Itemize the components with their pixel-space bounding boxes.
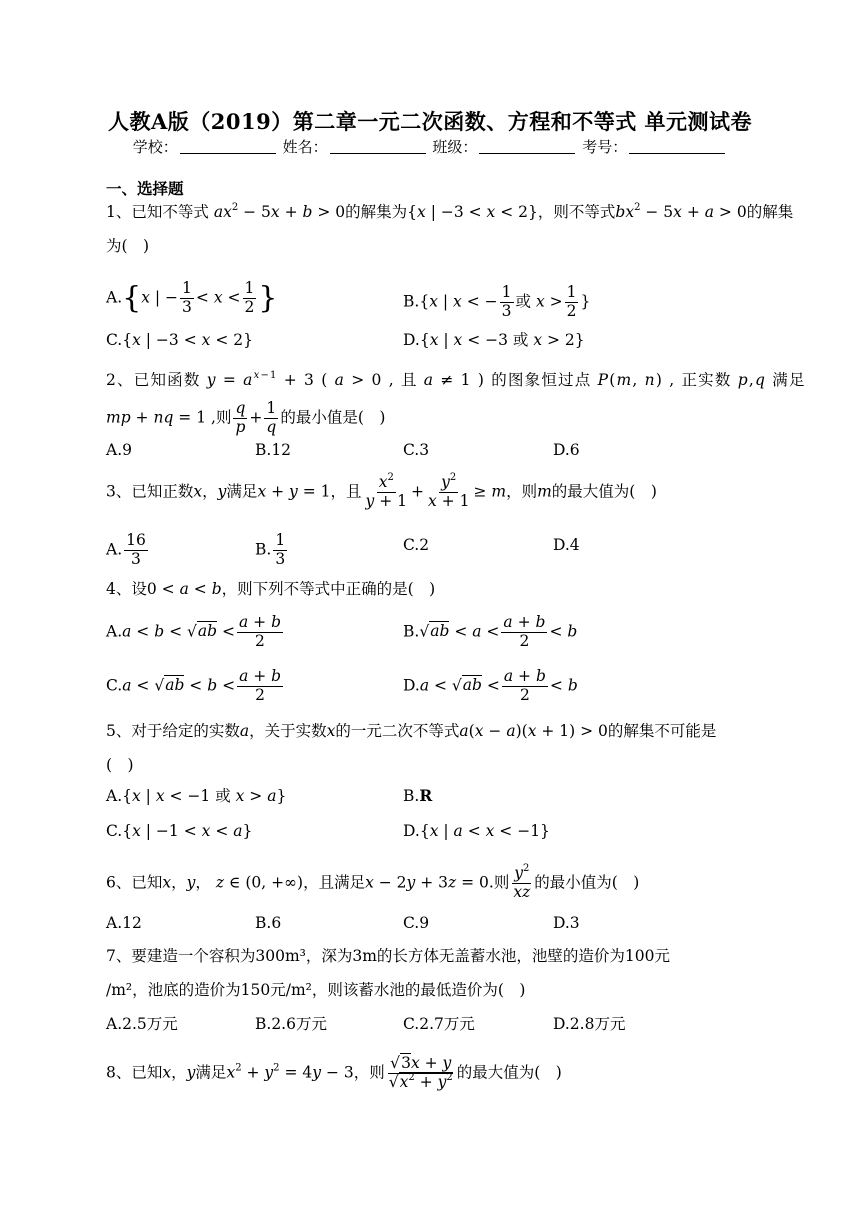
question-4-line-1: 4、设0 < a < b，则下列不等式中正确的是( ) bbox=[106, 580, 436, 598]
q2-option-a[interactable]: A.9 bbox=[106, 441, 132, 459]
question-7-line-2: /m²，池底的造价为150元/m²，则该蓄水池的最低造价为( ) bbox=[106, 981, 526, 999]
q6-option-b[interactable]: B.6 bbox=[255, 914, 282, 932]
question-2-line-2: mp + nq = 1 ,则 $\frac{q}{p}$ + $\frac{1}{q}$ 的最小值是( ) bbox=[106, 399, 386, 436]
exam-no-blank[interactable] bbox=[629, 140, 725, 154]
question-3-line-1: 3、已知正数x，y满足x + y = 1，且 $\frac{x^2}{y + 1}$ + $\frac{y^2}{x + 1}$ ≥ m，则m的最大值为( ) bbox=[106, 472, 657, 510]
q4-option-c[interactable]: C.a < √ab < b < $\frac{a + b}{2}$ bbox=[106, 667, 282, 704]
name-label: 姓名： bbox=[282, 138, 328, 156]
q7-option-b[interactable]: B.2.6万元 bbox=[255, 1015, 327, 1033]
section-title: 一、选择题 bbox=[106, 179, 184, 198]
q1-option-c[interactable]: C.{x | −3 < x < 2} bbox=[106, 331, 253, 349]
q5-option-a[interactable]: A.{x | x < −1 或 x > a} bbox=[106, 787, 287, 805]
student-info-line bbox=[0, 136, 860, 157]
question-1-line-2: 为( ) bbox=[106, 237, 150, 255]
q1-option-d[interactable]: D.{x | x < −3 或 x > 2} bbox=[403, 331, 585, 349]
q3-option-c[interactable]: C.2 bbox=[403, 536, 430, 554]
name-blank[interactable] bbox=[330, 140, 426, 154]
school-label: 学校： bbox=[132, 138, 178, 156]
question-5-line-1: 5、对于给定的实数a，关于实数x的一元二次不等式a(x − a)(x + 1) > 0的解集不可能是 bbox=[106, 722, 717, 740]
q1-option-b[interactable]: B.{x | x < − $\frac{1}{3}$ 或 x > $\frac{1}{2}$ } bbox=[403, 283, 591, 320]
class-label: 班级： bbox=[432, 138, 478, 156]
class-blank[interactable] bbox=[479, 140, 575, 154]
q5-option-c[interactable]: C.{x | −1 < x < a} bbox=[106, 822, 253, 840]
q7-option-d[interactable]: D.2.8万元 bbox=[553, 1015, 626, 1033]
q5-option-b[interactable]: B.R bbox=[403, 786, 433, 805]
q4-option-b[interactable]: B.√ab < a < $\frac{a + b}{2}$ < b bbox=[403, 613, 578, 650]
q6-option-a[interactable]: A.12 bbox=[106, 914, 142, 932]
question-7-line-1: 7、要建造一个容积为300m³，深为3m的长方体无盖蓄水池，池壁的造价为100元 bbox=[106, 947, 671, 965]
q6-option-c[interactable]: C.9 bbox=[403, 914, 430, 932]
q3-option-b[interactable]: B. $\frac{1}{3}$ bbox=[255, 531, 286, 568]
question-5-line-2: ( ) bbox=[106, 756, 134, 774]
q4-option-a[interactable]: A.a < b < √ab < $\frac{a + b}{2}$ bbox=[106, 613, 281, 650]
q7-option-c[interactable]: C.2.7万元 bbox=[403, 1015, 475, 1033]
question-1-line-1: 1、已知不等式 $ax^2 - 5x + b > 0$的解集为{x | −3 < x < 2}，则不等式$bx^2 - 5x + a > 0$的解集 bbox=[106, 202, 794, 221]
q1-option-a[interactable]: A.{x | − $\frac{1}{3}$ < x < $\frac{1}{2}$ } bbox=[106, 279, 278, 316]
q6-option-d[interactable]: D.3 bbox=[553, 914, 580, 932]
school-blank[interactable] bbox=[180, 140, 276, 154]
q2-option-b[interactable]: B.12 bbox=[255, 441, 292, 459]
question-6-line-1: 6、已知x，y， z ∈ (0, +∞)，且满足x − 2y + 3z = 0.则 $\frac{y^2}{xz}$ 的最小值为( ) bbox=[106, 863, 640, 901]
q3-option-a[interactable]: A. $\frac{16}{3}$ bbox=[106, 531, 146, 568]
q2-option-d[interactable]: D.6 bbox=[553, 441, 580, 459]
q5-option-d[interactable]: D.{x | a < x < −1} bbox=[403, 822, 550, 840]
page-title: 人教A版（2019）第二章一元二次函数、方程和不等式 单元测试卷 bbox=[107, 109, 753, 134]
exam-no-label: 考号： bbox=[582, 138, 628, 156]
q7-option-a[interactable]: A.2.5万元 bbox=[106, 1015, 178, 1033]
q4-option-d[interactable]: D.a < √ab < $\frac{a + b}{2}$ < b bbox=[403, 667, 578, 704]
q2-option-c[interactable]: C.3 bbox=[403, 441, 430, 459]
q3-option-d[interactable]: D.4 bbox=[553, 536, 580, 554]
question-2-line-1: 2、已知函数 $y = a^{x-1} + 3$ ( a > 0 , 且 a ≠ 1 ) 的图象恒过点 P(m, n) , 正实数 p,q 满足 bbox=[106, 370, 806, 389]
question-8-line-1: 8、已知x，y满足$x^2 + y^2 = 4y - 3$，则 $\frac{√3x + y}{√x^2 + y^2}$ 的最大值为( ) bbox=[106, 1054, 562, 1091]
